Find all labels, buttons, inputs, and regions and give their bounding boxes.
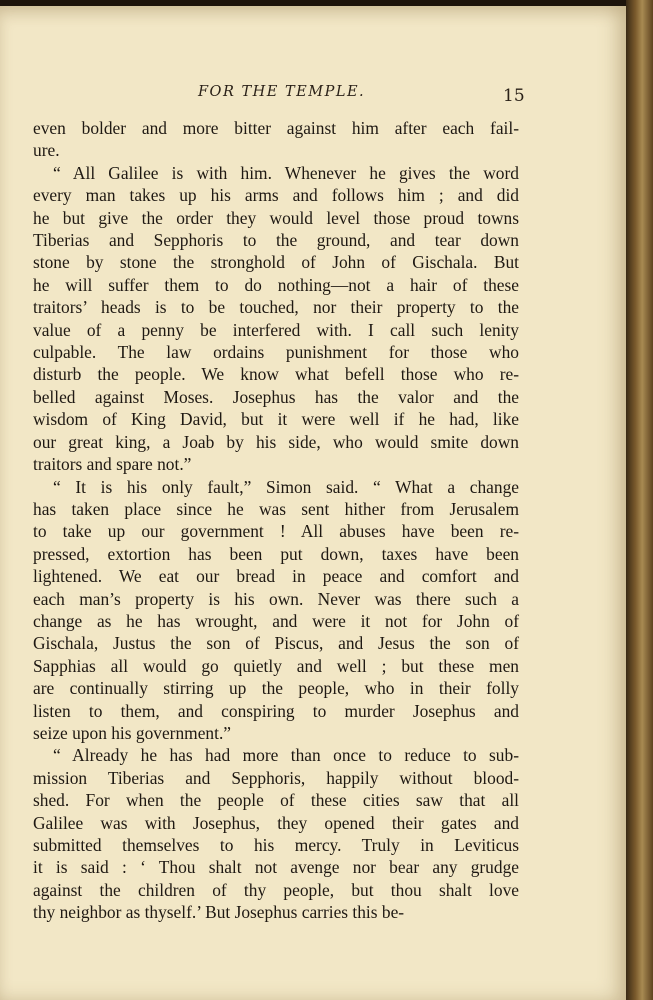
text-line: change as he has wrought, and were it not for John of [33,610,519,631]
text-line: thy neighbor as thyself.’ But Josephus carries this be- [33,902,405,923]
text-line: each man’s property is his own. Never was there such a [33,588,519,609]
text-line: “ Already he has had more than once to reduce to sub- [53,745,519,766]
text-line: it is said : ‘ Thou shalt not avenge nor bear any grudge [33,857,519,878]
text-line: shed. For when the people of these cities saw that all [33,790,519,811]
text-line: even bolder and more bitter against him after each fail- [33,118,519,138]
text-line: he will suffer them to do nothing—not a hair of these [33,274,519,295]
page-number: 15 [503,86,525,106]
text-line: Sapphias all would go quietly and well ; but these men [33,655,519,676]
text-line: Galilee was with Josephus, they opened their gates and [33,812,519,833]
text-line: culpable. The law ordains punishment for those who [33,342,519,363]
body-text [33,117,519,924]
text-line: “ All Galilee is with him. Whenever he gives the word [53,162,519,183]
paragraph [33,476,519,745]
text-line: Tiberias and Sepphoris to the ground, and tear down [33,230,519,251]
text-line: disturb the people. We know what befell those who re- [33,364,519,385]
text-line: traitors’ heads is to be touched, nor their property to the [33,297,519,318]
text-line: listen to them, and conspiring to murder Josephus and [33,700,519,721]
text-line: has taken place since he was sent hither from Jerusalem [33,498,519,519]
text-line: our great king, a Joab by his side, who would smite down [33,431,519,452]
book-edge [626,0,653,1000]
text-line: lightened. We eat our bread in peace and comfort and [33,566,519,587]
text-line: pressed, extortion has been put down, taxes have been [33,543,519,564]
text-line: stone by stone the stronghold of John of Gischala. But [33,252,519,273]
text-line: traitors and spare not.” [33,454,192,475]
text-line: ure. [33,140,60,161]
text-line: against the children of thy people, but thou shalt love [33,879,519,900]
paragraph [33,162,519,476]
text-line: Gischala, Justus the son of Piscus, and Jesus the son of [33,633,519,654]
text-line: value of a penny be interfered with. I call such lenity [33,319,519,340]
text-line: he but give the order they would level those proud towns [33,207,519,228]
text-line: every man takes up his arms and follows him ; and did [33,185,519,206]
paragraph [33,117,519,162]
paragraph [33,744,519,923]
text-line: seize upon his government.” [33,722,232,743]
text-line: mission Tiberias and Sepphoris, happily without blood- [33,767,519,788]
text-line: are continually stirring up the people, who in their folly [33,678,519,699]
page-header [0,84,626,108]
text-line: submitted themselves to his mercy. Truly in Leviticus [33,835,519,855]
text-line: “ It is his only fault,” Simon said. “ What a change [53,476,519,497]
running-head: FOR THE TEMPLE. [198,84,366,100]
book-page [0,6,626,1000]
text-line: wisdom of King David, but it were well if he had, like [33,409,519,430]
text-line: to take up our government ! All abuses have been re- [33,521,519,542]
text-line: belled against Moses. Josephus has the valor and the [33,386,519,407]
